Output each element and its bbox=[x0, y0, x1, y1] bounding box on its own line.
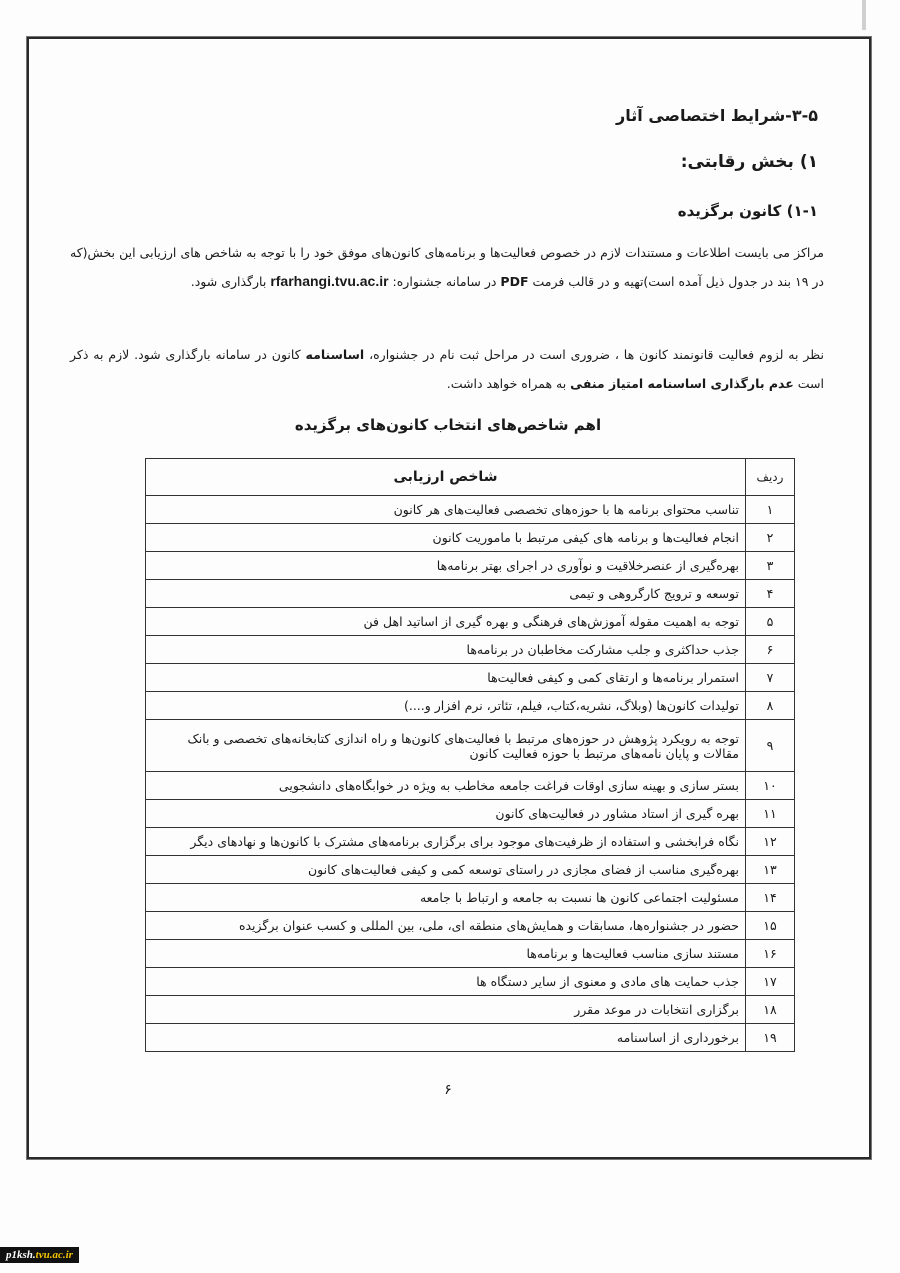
row-number: ۳ bbox=[746, 552, 795, 580]
table-row bbox=[146, 524, 795, 552]
row-number: ۱۰ bbox=[746, 772, 795, 800]
intro-paragraph: مراکز می بایست اطلاعات و مستندات لازم در خصوص فعالیت‌ها و برنامه‌های کانون‌های موفق خود را با توجه به شاخص های ارزیابی این بخش(که در ۱۹ بند در جدول ذیل آمده است)تهیه و در قالب فرمت PDF در سامانه جشنواره: rfarhangi.tvu.ac.ir بارگذاری شود. bbox=[70, 245, 824, 289]
table-row bbox=[146, 912, 795, 940]
row-number: ۱۹ bbox=[746, 1024, 795, 1052]
row-number: ۴ bbox=[746, 580, 795, 608]
criterion-text: برگزاری انتخابات در موعد مقرر bbox=[146, 996, 746, 1024]
table-row bbox=[146, 996, 795, 1024]
source-watermark: p1ksh.tvu.ac.ir bbox=[0, 1247, 79, 1263]
table-title: اهم شاخص‌های انتخاب کانون‌های برگزیده bbox=[294, 416, 602, 434]
festival-site-link[interactable]: rfarhangi.tvu.ac.ir bbox=[270, 273, 389, 289]
table-row bbox=[146, 580, 795, 608]
table-row bbox=[146, 720, 795, 772]
table-row bbox=[146, 1024, 795, 1052]
row-number: ۶ bbox=[746, 636, 795, 664]
row-number: ۱۸ bbox=[746, 996, 795, 1024]
criterion-text: بستر سازی و بهینه سازی اوقات فراغت جامعه مخاطب به ویژه در خوابگاه‌های دانشجویی bbox=[146, 772, 746, 800]
row-number: ۲ bbox=[746, 524, 795, 552]
criterion-text: انجام فعالیت‌ها و برنامه های کیفی مرتبط با ماموریت کانون bbox=[146, 524, 746, 552]
row-number: ۱۱ bbox=[746, 800, 795, 828]
row-number: ۷ bbox=[746, 664, 795, 692]
row-number: ۱۲ bbox=[746, 828, 795, 856]
table-row bbox=[146, 496, 795, 524]
table-row bbox=[146, 884, 795, 912]
row-number: ۱۷ bbox=[746, 968, 795, 996]
criterion-text: حضور در جشنواره‌ها، مسابقات و همایش‌های منطقه ای، ملی، بین المللی و کسب عنوان برگزیده bbox=[146, 912, 746, 940]
criterion-text: استمرار برنامه‌ها و ارتقای کمی و کیفی فعالیت‌ها bbox=[146, 664, 746, 692]
row-number: ۱ bbox=[746, 496, 795, 524]
subsection-title: ۱) بخش رقابتی: bbox=[680, 152, 818, 172]
page-number: ۶ bbox=[444, 1082, 452, 1098]
document-content bbox=[28, 38, 868, 1156]
header-row-number: ردیف bbox=[746, 459, 795, 496]
criterion-text: مستند سازی مناسب فعالیت‌ها و برنامه‌ها bbox=[146, 940, 746, 968]
table-row bbox=[146, 772, 795, 800]
table-row bbox=[146, 940, 795, 968]
sub-subsection-title: ۱-۱) کانون برگزیده bbox=[677, 202, 818, 220]
pdf-label: PDF bbox=[500, 274, 529, 289]
criterion-text: برخورداری از اساسنامه bbox=[146, 1024, 746, 1052]
table-row bbox=[146, 692, 795, 720]
statute-paragraph: نظر به لزوم فعالیت قانونمند کانون ها ، ضروری است در مراحل ثبت نام در جشنواره، اساسنامه کانون در سامانه بارگذاری شود. لازم به ذکر است عدم بارگذاری اساسنامه امتیاز منفی به همراه خواهد داشت. bbox=[70, 347, 824, 391]
row-number: ۸ bbox=[746, 692, 795, 720]
table-row bbox=[146, 968, 795, 996]
table-row bbox=[146, 636, 795, 664]
row-number: ۱۴ bbox=[746, 884, 795, 912]
criterion-text: نگاه فرابخشی و استفاده از ظرفیت‌های موجود برای برگزاری برنامه‌های مشترک با کانون‌ها و نهادهای دیگر bbox=[146, 828, 746, 856]
table-row bbox=[146, 800, 795, 828]
criterion-text: توسعه و ترویج کارگروهی و تیمی bbox=[146, 580, 746, 608]
criterion-text: تناسب محتوای برنامه ها با حوزه‌های تخصصی فعالیت‌های هر کانون bbox=[146, 496, 746, 524]
table-row bbox=[146, 856, 795, 884]
criterion-text: جذب حمایت های مادی و معنوی از سایر دستگاه ها bbox=[146, 968, 746, 996]
row-number: ۱۵ bbox=[746, 912, 795, 940]
criterion-text: توجه به رویکرد پژوهش در حوزه‌های مرتبط با فعالیت‌های کانون‌ها و راه اندازی کتابخانه‌های تخصصی و بانک مقالات و پایان نامه‌های مرتبط با حوزه فعالیت کانون bbox=[146, 720, 746, 772]
table-row bbox=[146, 608, 795, 636]
row-number: ۱۳ bbox=[746, 856, 795, 884]
section-title: ۳-۵-شرایط اختصاصی آثار bbox=[616, 106, 818, 125]
criterion-text: بهره‌گیری از عنصرخلاقیت و نوآوری در اجرای بهتر برنامه‌ها bbox=[146, 552, 746, 580]
criteria-table bbox=[145, 458, 795, 1052]
header-criterion: شاخص ارزیابی bbox=[146, 459, 746, 496]
criterion-text: تولیدات کانون‌ها (وبلاگ، نشریه،کتاب، فیلم، تئاتر، نرم افزار و....) bbox=[146, 692, 746, 720]
table-row bbox=[146, 828, 795, 856]
criterion-text: بهره گیری از استاد مشاور در فعالیت‌های کانون bbox=[146, 800, 746, 828]
criterion-text: مسئولیت اجتماعی کانون ها نسبت به جامعه و ارتباط با جامعه bbox=[146, 884, 746, 912]
table-row bbox=[146, 664, 795, 692]
criterion-text: بهره‌گیری مناسب از فضای مجازی در راستای توسعه کمی و کیفی فعالیت‌های کانون bbox=[146, 856, 746, 884]
row-number: ۵ bbox=[746, 608, 795, 636]
criterion-text: توجه به اهمیت مقوله آموزش‌های فرهنگی و بهره گیری از اساتید اهل فن bbox=[146, 608, 746, 636]
criterion-text: جذب حداکثری و جلب مشارکت مخاطبان در برنامه‌ها bbox=[146, 636, 746, 664]
table-row bbox=[146, 552, 795, 580]
row-number: ۹ bbox=[746, 720, 795, 772]
row-number: ۱۶ bbox=[746, 940, 795, 968]
